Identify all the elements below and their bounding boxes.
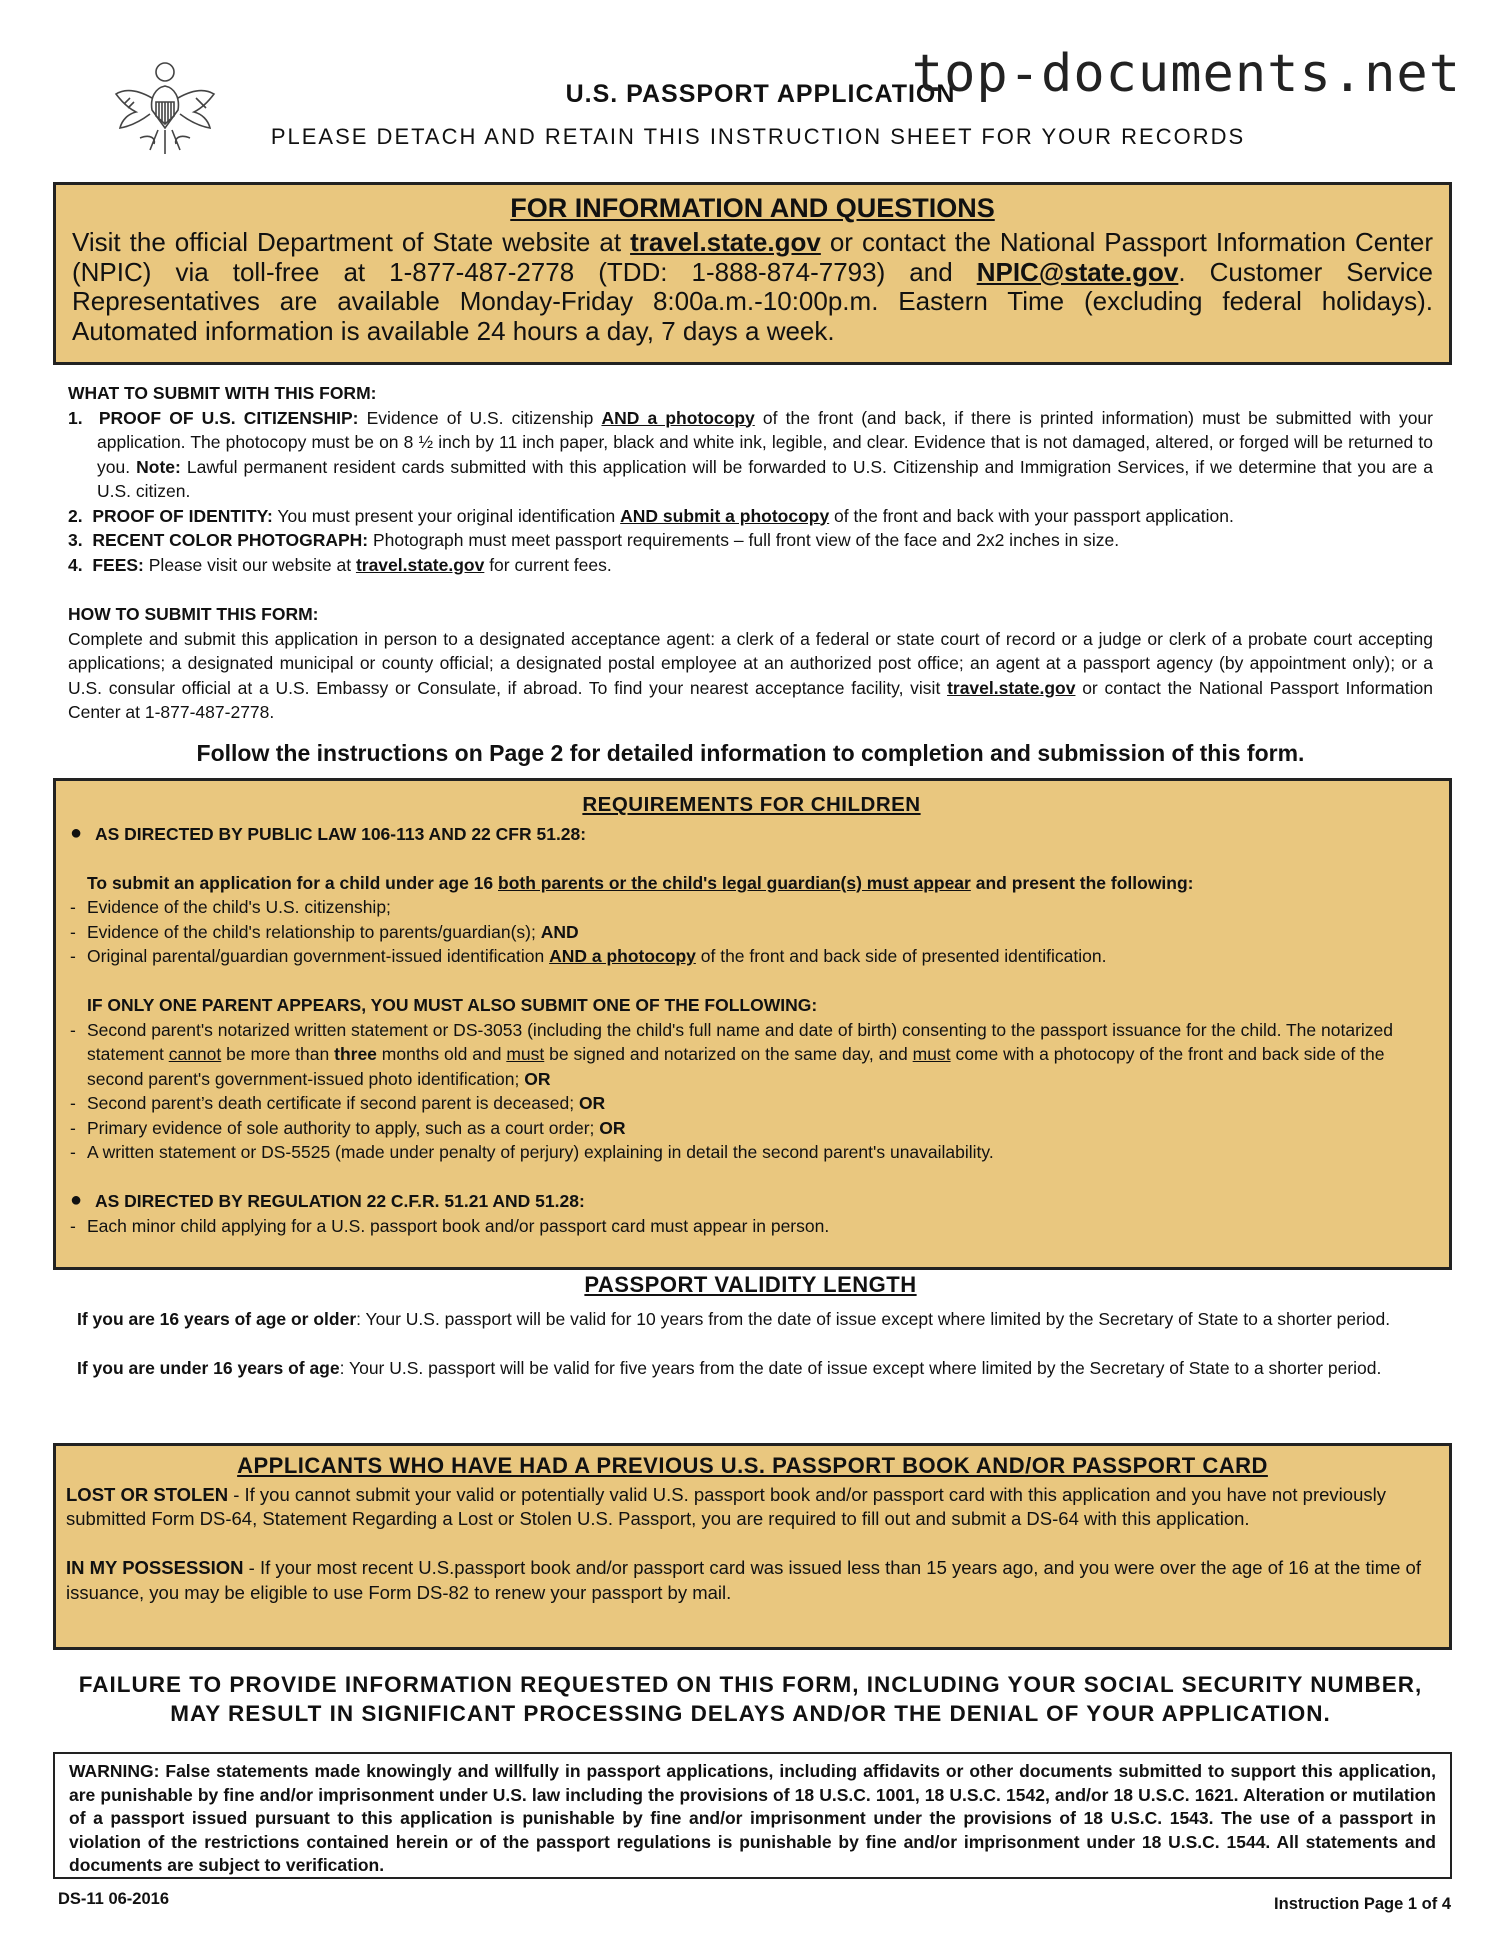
info-heading: FOR INFORMATION AND QUESTIONS <box>510 193 995 223</box>
bullet-regulation: ● AS DIRECTED BY REGULATION 22 C.F.R. 51.21 AND 51.28: <box>70 1189 585 1211</box>
what-to-submit-heading: WHAT TO SUBMIT WITH THIS FORM: <box>68 383 377 403</box>
info-text: Visit the official Department of State website at travel.state.gov or contact the National Passport Information Center (NPIC) via toll-free at 1-877-487-2778 (TDD: 1-888-874-7793) and NPIC@state.gov. Customer Service Representatives are available Monday-Friday 8:00a.m.-10:00p.m. Eastern Time (excluding federal holidays). Automated information is available 24 hours a day, 7 days a week. <box>72 227 1433 346</box>
info-box <box>53 182 1452 365</box>
fees-link[interactable]: travel.state.gov <box>355 554 485 575</box>
lost-or-stolen-text: LOST OR STOLEN - If you cannot submit your valid or potentially valid U.S. passport book and/or passport card with this application and you have not previously submitted Form DS-64, Statement Regarding a Lost or Stolen U.S. Passport, you are required to fill out and submit a DS-64 with this application. <box>66 1483 1386 1529</box>
validity-heading: PASSPORT VALIDITY LENGTH <box>584 1272 917 1297</box>
list-item: - Each minor child applying for a U.S. passport book and/or passport card must appear in person. <box>70 1215 830 1236</box>
form-id: DS-11 06-2016 <box>58 1890 169 1908</box>
watermark-text: top-documents.net <box>911 44 1461 104</box>
submit-item-photograph: 3. RECENT COLOR PHOTOGRAPH: Photograph must meet passport requirements – full front view of the face and 2x2 inches in size. <box>68 530 1120 550</box>
npic-email-link[interactable]: NPIC@state.gov <box>976 256 1179 287</box>
validity-minor: If you are under 16 years of age: Your U.S. passport will be valid for five years from the date of issue except where limited by the Secretary of State to a shorter period. <box>77 1358 1382 1378</box>
list-item: - Original parental/guardian government-issued identification AND a photocopy of the front and back side of presented identification. <box>70 946 1107 966</box>
list-item: - Second parent’s death certificate if second parent is deceased; OR <box>70 1093 606 1113</box>
list-item: - Primary evidence of sole authority to apply, such as a court order; OR <box>70 1117 626 1138</box>
page-number: Instruction Page 1 of 4 <box>1274 1895 1451 1913</box>
submit-item-identity: 2. PROOF OF IDENTITY: You must present your original identification AND submit a photocopy of the front and back with your passport application. <box>68 505 1234 526</box>
in-possession-text: IN MY POSSESSION - If your most recent U.S.passport book and/or passport card was issued less than 15 years ago, and you were over the age of 16 at the time of issuance, you may be eligible to use Form DS-82 to renew your passport by mail. <box>66 1557 1421 1603</box>
submit-item-fees: 4. FEES: Please visit our website at travel.state.gov for current fees. <box>68 554 612 575</box>
list-item: - A written statement or DS-5525 (made under penalty of perjury) explaining in detail the second parent's unavailability. <box>70 1142 994 1162</box>
list-item: - Evidence of the child's relationship to parents/guardian(s); AND <box>70 921 579 942</box>
list-item: - Evidence of the child's U.S. citizenship; <box>70 897 391 917</box>
page-title: U.S. PASSPORT APPLICATION <box>565 80 956 108</box>
previous-passport-heading: APPLICANTS WHO HAVE HAD A PREVIOUS U.S. PASSPORT BOOK AND/OR PASSPORT CARD <box>237 1453 1268 1478</box>
travel-state-gov-link[interactable]: travel.state.gov <box>630 227 821 257</box>
children-requirements-box <box>53 778 1452 1270</box>
one-parent-heading: IF ONLY ONE PARENT APPEARS, YOU MUST ALSO SUBMIT ONE OF THE FOLLOWING: <box>87 995 818 1015</box>
validity-adult: If you are 16 years of age or older: Your U.S. passport will be valid for 10 years from the date of issue except where limited by the Secretary of State to a shorter period. <box>77 1309 1391 1329</box>
acceptance-facility-link[interactable]: travel.state.gov <box>947 677 1076 698</box>
page-subtitle: PLEASE DETACH AND RETAIN THIS INSTRUCTION SHEET FOR YOUR RECORDS <box>270 124 1246 149</box>
how-to-submit-text: Complete and submit this application in person to a designated acceptance agent: a clerk of a federal or state court of record or a judge or clerk of a probate court accepting applications; a designated municipal or county official; a designated postal employee at an authorized post office; an agent at a passport agency (by appointment only); or a U.S. consular official at a U.S. Embassy or Consulate, if abroad. To find your nearest acceptance facility, visit travel.state.gov or contact the National Passport Information Center at 1-877-487-2778. <box>68 628 1434 722</box>
children-heading: REQUIREMENTS FOR CHILDREN <box>582 793 921 816</box>
failure-notice: FAILURE TO PROVIDE INFORMATION REQUESTED ON THIS FORM, INCLUDING YOUR SOCIAL SECURITY NUMBER, MAY RESULT IN SIGNIFICANT PROCESSING DELAYS AND/OR THE DENIAL OF YOUR APPLICATION. <box>78 1672 1423 1726</box>
previous-passport-box <box>53 1443 1452 1650</box>
submit-list <box>68 406 1433 578</box>
submit-item-citizenship: 1. PROOF OF U.S. CITIZENSHIP: Evidence of U.S. citizenship AND a photocopy of the front (and back, if there is printed information) must be submitted with your application. The photocopy must be on 8 ½ inch by 11 inch paper, black and white ink, legible, and clear. Evidence that is not damaged, altered, or forged will be returned to you. Note: Lawful permanent resident cards submitted with this application will be forwarded to U.S. Citizenship and Immigration Services, if we determine that you are a U.S. citizen. <box>68 407 1433 501</box>
how-to-submit-heading: HOW TO SUBMIT THIS FORM: <box>68 604 319 624</box>
warning-box: WARNING: False statements made knowingly and willfully in passport applications, including affidavits or other documents submitted to support this application, are punishable by fine and/or imprisonment under U.S. law including the provisions of 18 U.S.C. 1001, 18 U.S.C. 1542, and/or 18 U.S.C. 1621. Alteration or mutilation of a passport issued pursuant to this application is punishable by fine and/or imprisonment under the provisions of 18 U.S.C. 1543. The use of a passport in violation of the restrictions contained herein or of the passport regulations is punishable by fine and/or imprisonment under 18 U.S.C. 1544. All statements and documents are subject to verification. <box>53 1752 1452 1879</box>
validity-section <box>77 1307 1437 1381</box>
how-to-submit-section <box>68 602 1433 725</box>
what-to-submit-section <box>68 381 1433 577</box>
list-item: - Second parent's notarized written statement or DS-3053 (including the child's full name and date of birth) consenting to the passport issuance for the child. The notarized statement cannot be more than three months old and must be signed and notarized on the same day, and must come with a photocopy of the front and back side of the second parent's government-issued photo identification; OR <box>70 1019 1393 1089</box>
bullet-public-law: ● AS DIRECTED BY PUBLIC LAW 106-113 AND 22 CFR 51.28: <box>70 821 587 844</box>
follow-instructions-note: Follow the instructions on Page 2 for detailed information to completion and submission of this form. <box>196 740 1305 766</box>
both-parents-instruction: To submit an application for a child under age 16 both parents or the child's legal guardian(s) must appear and present the following: <box>87 872 1194 893</box>
us-great-seal-icon <box>110 58 220 168</box>
